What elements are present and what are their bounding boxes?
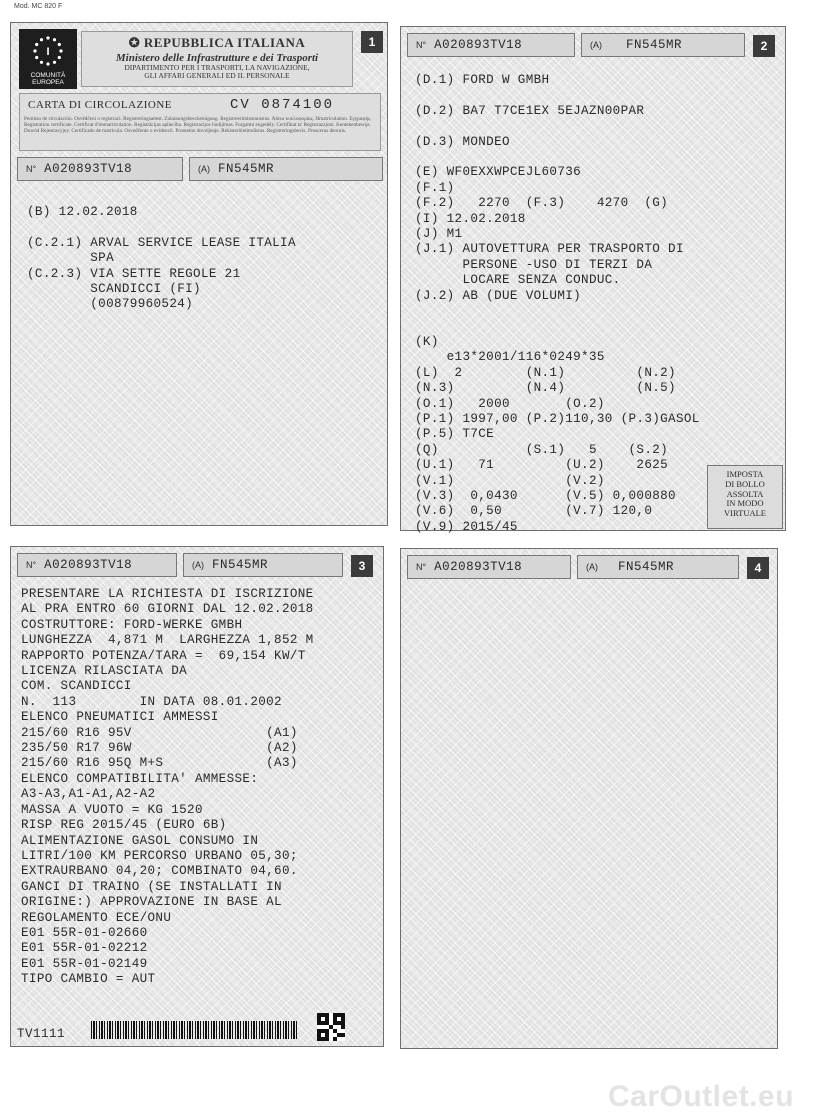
plate-number: FN545MR (218, 162, 275, 176)
stamp-line: ASSOLTA (726, 488, 764, 499)
footer-code: TV1111 (17, 1027, 66, 1041)
panel-3 (10, 546, 384, 1047)
number-label: N° (26, 164, 37, 174)
plate-label: (A) (198, 164, 210, 174)
form-code: Mod. MC 820 F (14, 3, 63, 10)
ministry-name: Ministero delle Infrastrutture e dei Trasporti (115, 52, 319, 64)
plate-number: FN545MR (618, 560, 675, 574)
number-label: N° (416, 40, 427, 50)
plate-label: (A) (590, 40, 602, 50)
document-number: A020893TV18 (434, 38, 523, 52)
plate-label: (A) (192, 560, 204, 570)
stamp-duty-box (707, 465, 783, 529)
ministry-block (81, 31, 353, 87)
plate-box (577, 555, 739, 579)
barcode (91, 1021, 297, 1039)
qr-code-icon (317, 1013, 345, 1041)
number-label: N° (416, 562, 427, 572)
panel-badge: 3 (351, 555, 373, 577)
panel-badge: 2 (753, 35, 775, 57)
registration-card-header (19, 93, 381, 151)
vehicle-details: (D.1) FORD W GMBH (D.2) BA7 T7CE1EX 5EJAZN00PAR (D.3) MONDEO (E) WF0EXXWPCEJL60736 (F.1) (F.2) 2270 (F.3) 4270 (G) (I) 12.02.2018 (J) M1 (J.1) AUTOVETTURA PER TRASPORTO DI PERSONE -USO DI TERZI DA LOCARE SENZA CONDUC. (J.2) AB (DUE VOLUMI) (415, 73, 684, 303)
eu-emblem (19, 29, 77, 89)
number-label: N° (26, 560, 37, 570)
eu-label-1: COMUNITÀ (30, 72, 66, 79)
document-number-box (407, 555, 571, 579)
document-number-box (17, 157, 183, 181)
plate-box (189, 157, 383, 181)
watermark-logo: CarOutlet.eu (608, 1080, 795, 1113)
document-number: A020893TV18 (44, 558, 133, 572)
stamp-line: DI BOLLO (725, 478, 765, 489)
panel-1 (10, 22, 388, 526)
card-title-translations: Permiso de circulación. Osvědčení o registraci. Registreringsattest. Zulassungsbescheinigung. Registreerimistunnistus. Άδεια κυκλοφορίας. Ηmatriculation. Εγγραφής. Registration certificate. Certificat d'immatriculation. Registrācijas apliecība. Registracijos liudijimas. Forgalmi engedély. Certifikat ta' Registrazzjoni. Kentekenbewijs. Dowód Rejestracyjny. Certificado de matrícula. Osvedčenie o evidencii. Prometno dovoljenje. Rekisteröintitodistus. Registreringsbevis. Proscerus deoruis. (24, 116, 372, 135)
notes-text: PRESENTARE LA RICHIESTA DI ISCRIZIONE AL PRA ENTRO 60 GIORNI DAL 12.02.2018 COSTRUTTORE: FORD-WERKE GMBH LUNGHEZZA 4,871 M LARGHEZZA 1,852 M RAPPORTO POTENZA/TARA = 69,154 KW/T LICENZA RILASCIATA DA COM. SCANDICCI N. 113 IN DATA 08.01.2002 ELENCO PNEUMATICI AMMESSI 215/60 R16 95V (A1) 235/50 R17 96W (A2) 215/60 R16 95Q M+S (A3) ELENCO COMPATIBILITA' AMMESSE: A3-A3,A1-A1,A2-A2 MASSA A VUOTO = KG 1520 RISP REG 2015/45 (EURO 6B) ALIMENTAZIONE GASOL CONSUMO IN LITRI/100 KM PERCORSO URBANO 05,30; EXTRAURBANO 04,20; COMBINATO 04,60. GANCI DI TRAINO (SE INSTALLATI IN ORIGINE:) APPROVAZIONE IN BASE AL REGOLAMENTO ECE/ONU E01 55R-01-02660 E01 55R-01-02212 E01 55R-01-02149 TIPO CAMBIO = AUT (21, 587, 314, 987)
owner-details: (B) 12.02.2018 (C.2.1) ARVAL SERVICE LEASE ITALIA SPA (C.2.3) VIA SETTE REGOLE 21 SCANDICCI (FI) (00879960524) (27, 205, 296, 312)
plate-box (183, 553, 343, 577)
eu-label-2: EUROPEA (32, 79, 64, 86)
emblem-icon: ✪ (128, 35, 144, 50)
document-number-box (17, 553, 177, 577)
department-line-1: DIPARTIMENTO PER I TRASPORTI, LA NAVIGAZIONE, (124, 63, 310, 72)
document-number: A020893TV18 (434, 560, 523, 574)
plate-label: (A) (586, 562, 598, 572)
svg-text:I: I (46, 46, 50, 58)
document-number-box (407, 33, 575, 57)
stamp-line: VIRTUALE (724, 508, 766, 519)
panel-badge: 1 (361, 31, 383, 53)
card-title: CARTA DI CIRCOLAZIONE (28, 99, 173, 111)
department-line-2: GLI AFFARI GENERALI ED IL PERSONALE (144, 71, 290, 80)
card-number: CV 0874100 (230, 97, 335, 113)
panel-badge: 4 (747, 557, 769, 579)
stamp-line: IMPOSTA (726, 469, 764, 479)
plate-box (581, 33, 745, 57)
plate-number: FN545MR (212, 558, 269, 572)
document-header (19, 29, 355, 89)
panel-2 (400, 26, 786, 534)
technical-details: (K) e13*2001/116*0249*35 (L) 2 (N.1) (N.2) (N.3) (N.4) (N.5) (O.1) 2000 (O.2) (P.1) 1997,00 (P.2)110,30 (P.3)GASOL (P.5) T7CE (Q) (S.1) 5 (S.2) (U.1) 71 (U.2) 2625 (V.1) (V.2) (V.3) 0,0430 (V.5) 0,000880 (V.6) 0,50 (V.7) 120,0 (V.9) 2015/45 (415, 335, 700, 534)
document-number: A020893TV18 (44, 162, 133, 176)
republic-title: ✪ REPUBBLICA ITALIANA (128, 35, 306, 50)
stamp-line: IN MODO (726, 498, 764, 509)
plate-number: FN545MR (626, 38, 683, 52)
panel-4 (400, 548, 778, 1049)
eu-stars-icon (32, 35, 64, 67)
